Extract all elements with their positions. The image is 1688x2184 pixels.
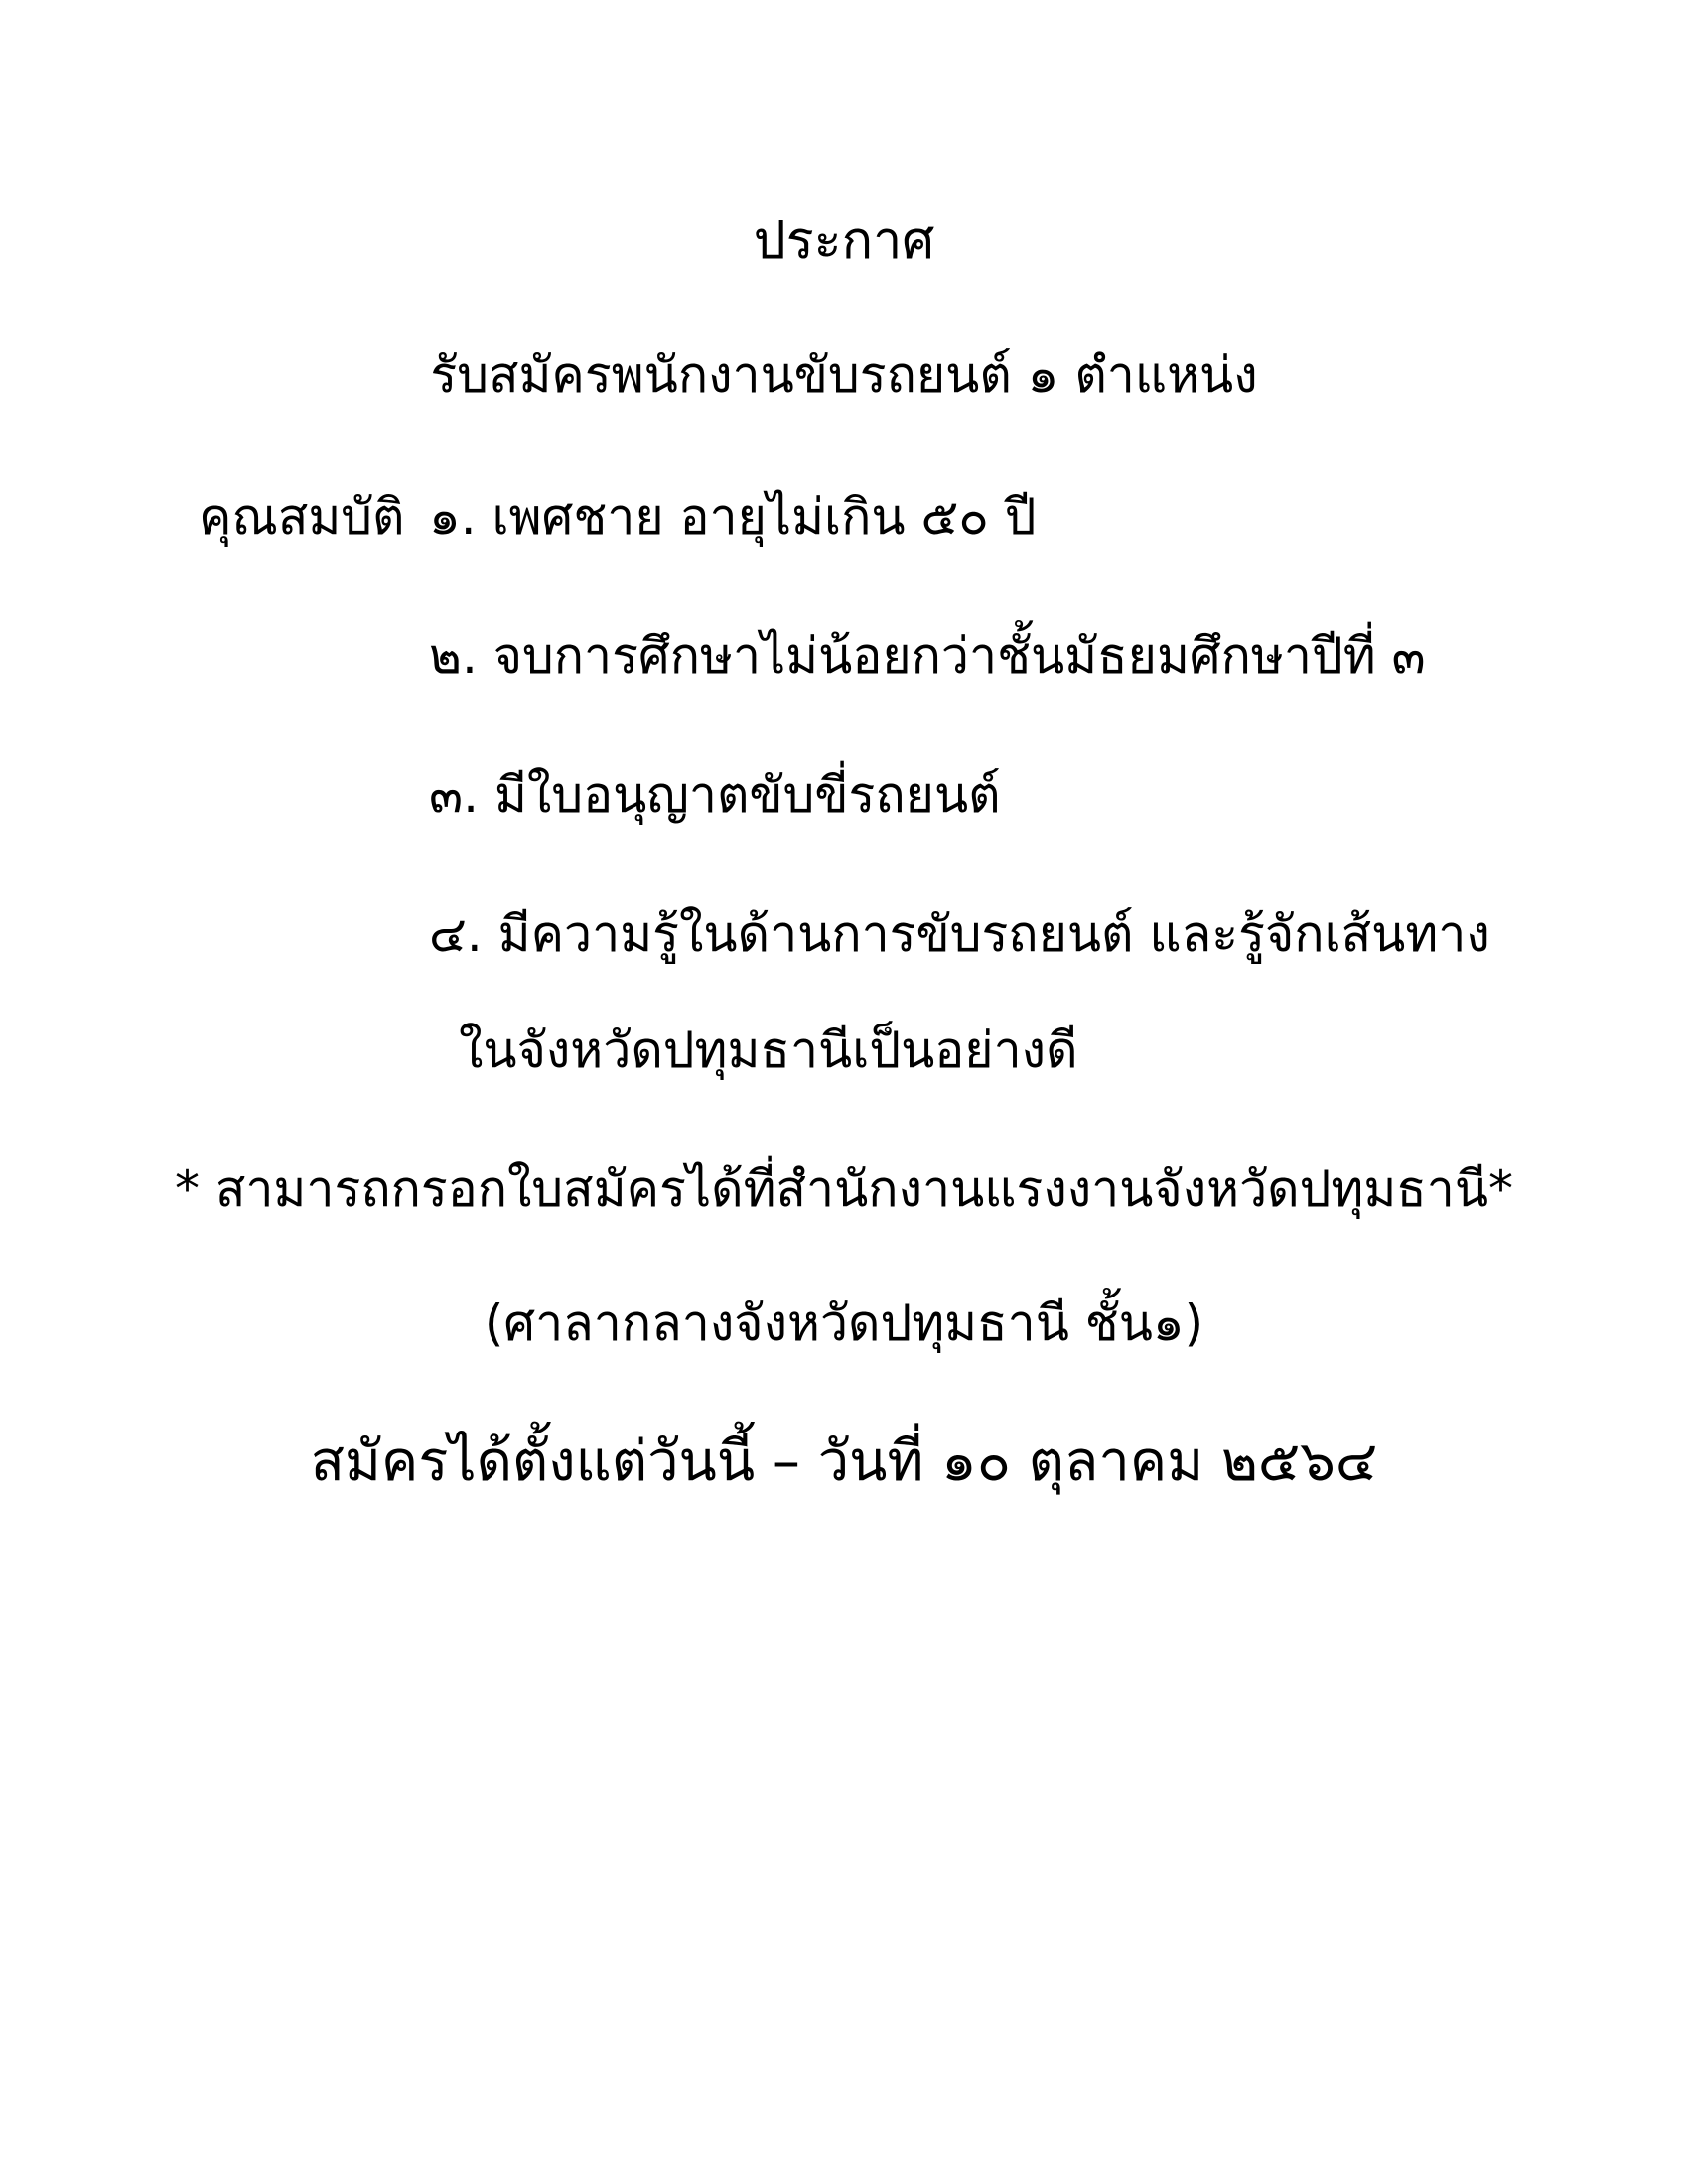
job-posting-heading: รับสมัครพนักงานขับรถยนต์ ๑ ตำแหน่ง <box>430 346 1258 404</box>
application-deadline: สมัครได้ตั้งแต่วันนี้ – วันที่ ๑๐ ตุลาคม ๒๕๖๔ <box>310 1430 1378 1494</box>
application-note: * สามารถกรอกใบสมัครได้ที่สำนักงานแรงงานจังหวัดปทุมธานี* <box>174 1160 1514 1218</box>
qualification-item-2: ๒. จบการศึกษาไม่น้อยกว่าชั้นมัธยมศึกษาปีที่ ๓ <box>429 627 1426 685</box>
document-title: ประกาศ <box>753 211 935 271</box>
qualification-item-4: ๔. มีความรู้ในด้านการขับรถยนต์ และรู้จักเส้นทาง <box>429 905 1490 963</box>
qualification-item-1: ๑. เพศชาย อายุไม่เกิน ๕๐ ปี <box>429 488 1037 546</box>
qualification-item-3: ๓. มีใบอนุญาตขับขี่รถยนต์ <box>429 766 1001 824</box>
application-location: (ศาลากลางจังหวัดปทุมธานี ชั้น๑) <box>484 1295 1204 1352</box>
qualification-item-4-continued: ในจังหวัดปทุมธานีเป็นอย่างดี <box>459 1022 1078 1079</box>
qualifications-label: คุณสมบัติ <box>199 488 405 546</box>
